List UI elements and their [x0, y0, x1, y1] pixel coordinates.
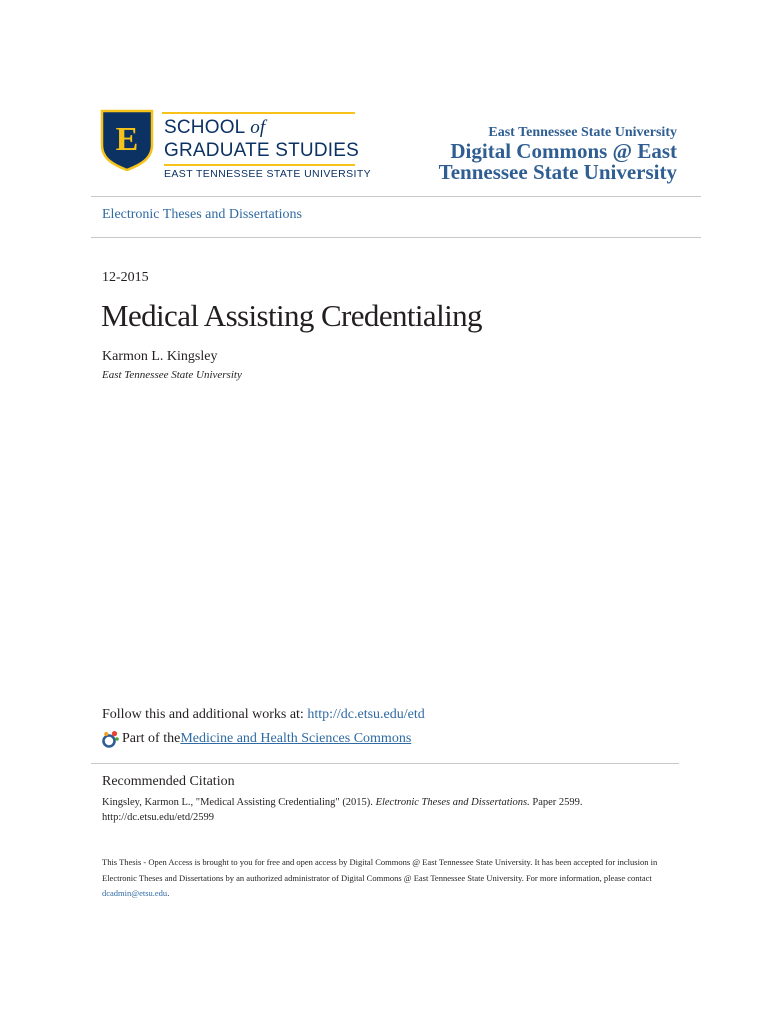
school-line-3: EAST TENNESSEE STATE UNIVERSITY [164, 168, 372, 180]
recommended-citation-heading: Recommended Citation [102, 774, 235, 789]
repository-institution: East Tennessee State University [488, 125, 677, 140]
logo-top-rule [162, 112, 355, 114]
thesis-author: Karmon L. Kingsley [102, 349, 218, 364]
shield-letter: E [115, 121, 139, 158]
etsu-shield-icon [100, 109, 154, 171]
collection-link[interactable]: Electronic Theses and Dissertations [102, 207, 302, 222]
collection-divider [91, 237, 701, 238]
partof-prefix: Part of the [122, 731, 181, 746]
logo-bottom-rule [164, 164, 355, 166]
contact-email-link[interactable]: dcadmin@etsu.edu [102, 888, 168, 898]
repository-name-line-2: Tennessee State University [438, 160, 677, 184]
open-access-notice: This Thesis - Open Access is brought to you for free and open access by Digital Commons @ East Tennessee State University. It has been accepted for inclusion in Electronic Theses and Dissertations by an authorized administrator of Digital Commons @ East Tennessee State University. For more information, please contact dcadmin@etsu.edu. [102, 857, 658, 898]
thesis-title: Medical Assisting Credentialing [101, 298, 482, 333]
citation-text: Kingsley, Karmon L., "Medical Assisting Credentialing" (2015). Electronic Theses and Dissertations. Paper 2599. http://dc.etsu.edu/etd/2599 [102, 797, 583, 823]
school-line-2: GRADUATE STUDIES [164, 140, 359, 161]
school-line-1: SCHOOL of [164, 117, 266, 138]
header-divider [91, 196, 701, 197]
repository-name-line-1: Digital Commons @ East [450, 139, 677, 163]
follow-prefix: Follow this and additional works at: [102, 707, 308, 722]
follow-line [102, 707, 425, 723]
school-of-graduate-studies-logo [100, 108, 372, 184]
citation-divider [91, 763, 679, 764]
part-of-line [102, 730, 411, 748]
follow-url-link[interactable]: http://dc.etsu.edu/etd [307, 707, 425, 722]
thesis-date: 12-2015 [102, 270, 149, 285]
repository-header[interactable] [439, 124, 677, 183]
commons-discipline-link[interactable]: Medicine and Health Sciences Commons [180, 731, 412, 746]
author-affiliation: East Tennessee State University [102, 369, 242, 381]
network-commons-icon [102, 730, 120, 748]
